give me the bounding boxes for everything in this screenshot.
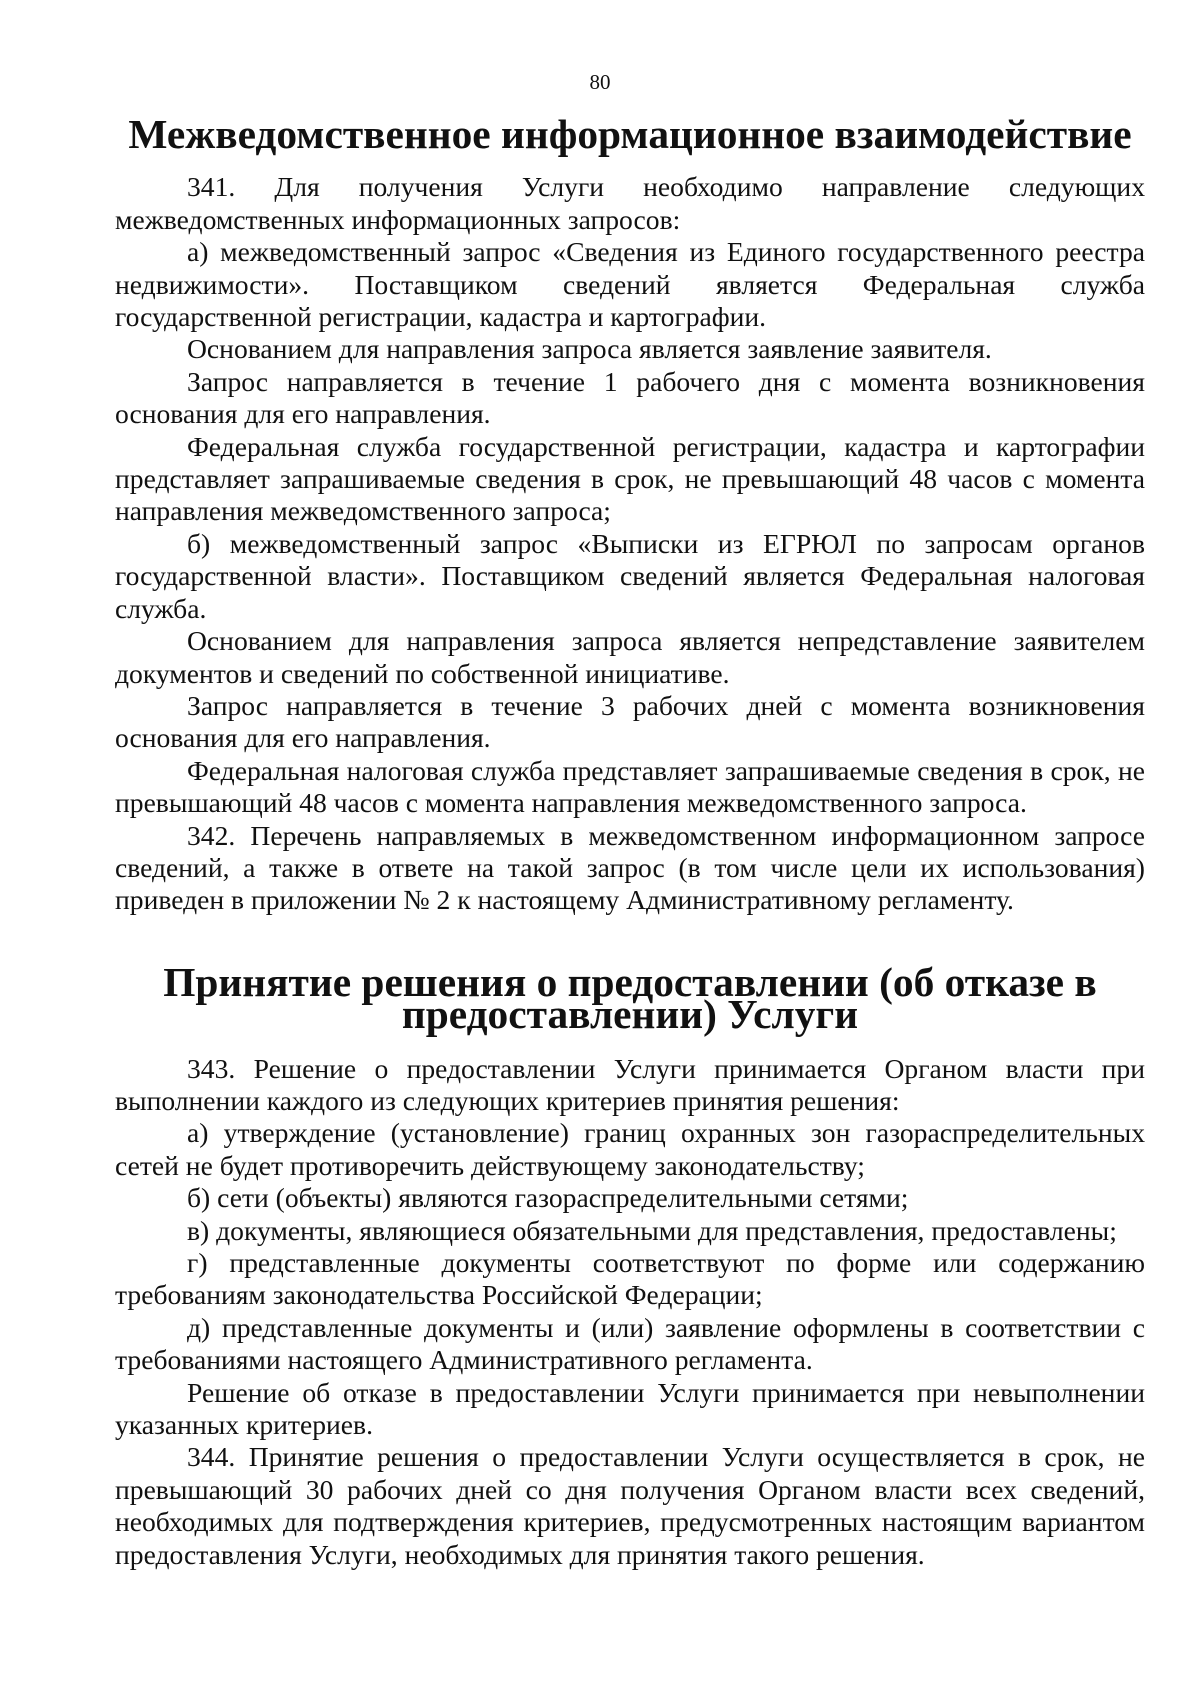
document-body (115, 111, 1145, 1571)
page-number: 80 (589, 70, 611, 94)
section-interagency-body (115, 171, 1145, 916)
paragraph-342: 342. Перечень направляемых в межведомственном информационном запросе сведений, а также в ответе на такой запрос (в том числе цели их использования) приведен в приложении № 2 к настоящему Административному регламенту. (115, 819, 1145, 916)
paragraph-341-b: б) межведомственный запрос «Выписки из ЕГРЮЛ по запросам органов государственной власти». Поставщиком сведений является Федеральная налоговая служба. (115, 527, 1145, 624)
paragraph-343-g: г) представленные документы соответствуют по форме или содержанию требованиям законодательства Российской Федерации; (115, 1247, 1145, 1311)
paragraph: Основанием для направления запроса является заявление заявителя. (187, 333, 992, 365)
section-heading-interagency: Межведомственное информационное взаимодействие (128, 111, 1132, 157)
paragraph: Решение об отказе в предоставлении Услуги принимается при невыполнении указанных критериев. (115, 1376, 1145, 1441)
paragraph: Федеральная служба государственной регистрации, кадастра и картографии представляет запрашиваемые сведения в срок, не превышающий 48 часов с момента направления межведомственного запроса; (115, 430, 1145, 527)
paragraph-344: 344. Принятие решения о предоставлении Услуги осуществляется в срок, не превышающий 30 рабочих дней со дня получения Органом власти всех сведений, необходимых для подтверждения критериев, предусмотренных настоящим вариантом предоставления Услуги, необходимых для принятия такого решения. (115, 1441, 1145, 1570)
paragraph-343: 343. Решение о предоставлении Услуги принимается Органом власти при выполнении каждого из следующих критериев принятия решения: (115, 1052, 1145, 1116)
paragraph-343-d: д) представленные документы и (или) заявление оформлены в соответствии с требованиями настоящего Административного регламента. (115, 1311, 1145, 1376)
paragraph: Федеральная налоговая служба представляет запрашиваемые сведения в срок, не превышающий 48 часов с момента направления межведомственного запроса. (115, 754, 1145, 819)
paragraph-343-b: б) сети (объекты) являются газораспределительными сетями; (187, 1182, 909, 1214)
paragraph: Основанием для направления запроса является непредставление заявителем документов и сведений по собственной инициативе. (115, 625, 1145, 689)
paragraph-341-a: а) межведомственный запрос «Сведения из Единого государственного реестра недвижимости». Поставщиком сведений является Федеральная служба государственной регистрации, кадастра и картографии. (115, 236, 1145, 333)
paragraph: Запрос направляется в течение 1 рабочего дня с момента возникновения основания для его направления. (115, 365, 1145, 430)
paragraph-343-v: в) документы, являющиеся обязательными для представления, предоставлены; (187, 1214, 1117, 1246)
section-decision-body (115, 1053, 1145, 1572)
paragraph-343-a: а) утверждение (установление) границ охранных зон газораспределительных сетей не будет противоречить действующему законодательству; (115, 1117, 1145, 1181)
paragraph: Запрос направляется в течение 3 рабочих дней с момента возникновения основания для его направления. (115, 689, 1145, 754)
paragraph-341: 341. Для получения Услуги необходимо направление следующих межведомственных информационных запросов: (115, 171, 1145, 235)
section-heading-decision: Принятие решения о предоставлении (об отказе в предоставлении) Услуги (163, 958, 1097, 1038)
